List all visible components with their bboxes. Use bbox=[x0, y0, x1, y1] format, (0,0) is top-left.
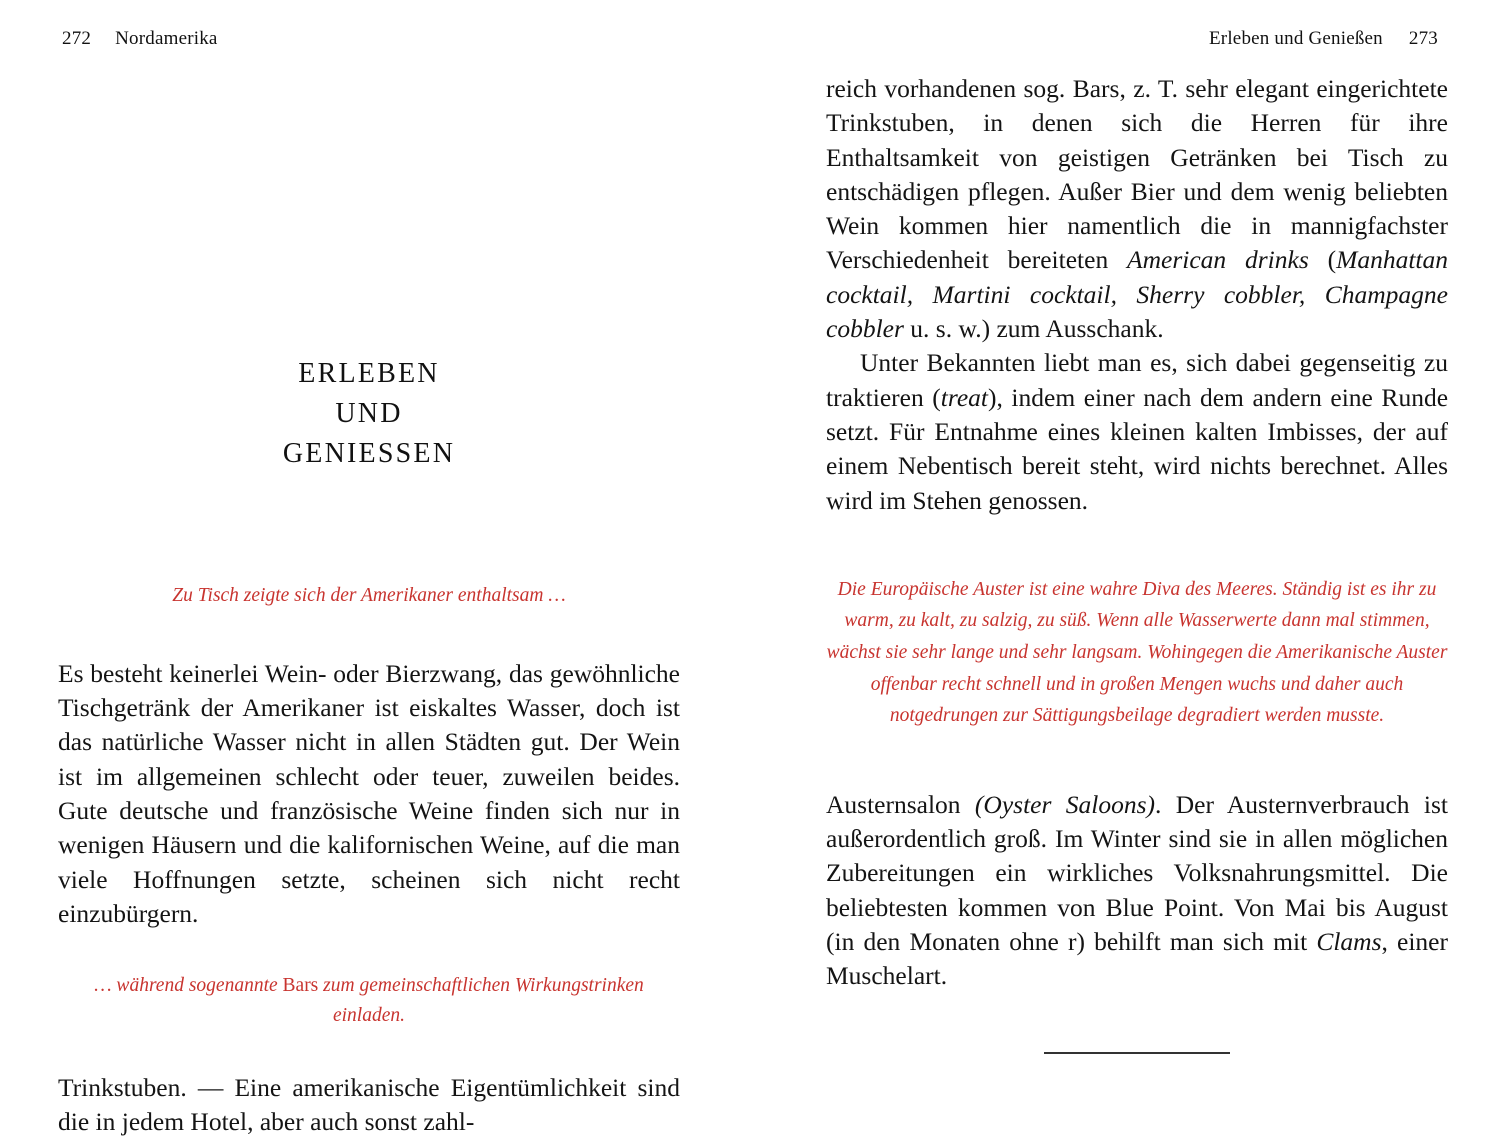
left-page bbox=[58, 72, 680, 1082]
caption-auster: Die Europäische Auster ist eine wahre Diva des Meeres. Ständig ist es ihr zu warm, zu kalt, zu salzig, zu süß. Wenn alle Wasserwerte dann mal stimmen, wächst sie sehr lange und sehr langsam. Wohingegen die Amerikanische Auster offenbar recht schnell und in großen Mengen wuchs und daher auch notgedrungen zur Sättigungsbeilage degradiert werden musste. bbox=[826, 574, 1448, 732]
para3-italic-oyster-saloons: (Oyster Saloons) bbox=[975, 790, 1155, 819]
running-head-right-title: Erleben und Genießen bbox=[1209, 28, 1383, 49]
para2-part1: Unter Bekannten liebt man es, sich dabei gegenseitig zu traktieren ( bbox=[826, 348, 1448, 411]
spacer bbox=[58, 473, 680, 581]
running-head-left-title: Nordamerika bbox=[115, 28, 217, 49]
spacer bbox=[826, 732, 1448, 788]
para2-italic-treat: treat bbox=[941, 383, 988, 412]
folio-right: 273 bbox=[1409, 28, 1438, 50]
para1-part3: u. s. w.) zum Ausschank. bbox=[904, 314, 1164, 343]
chapter-title-line-1: ERLEBEN bbox=[58, 354, 680, 394]
folio-left: 272 bbox=[62, 28, 91, 50]
paragraph-wein-bierzwang: Es besteht keinerlei Wein- oder Bierzwang, das gewöhnliche Tischgetränk der Amerikaner ist eiskaltes Wasser, doch ist das natürliche Wasser nicht in allen Städten gut. Der Wein ist im allgemeinen schlecht oder teuer, zuweilen beides. Gute deutsche und französische Weine finden sich nur in wenigen Häusern und die kalifornischen Weine, auf die man viele Hoffnungen setzte, scheinen sich nicht recht einzubürgern. bbox=[58, 657, 680, 931]
paragraph-austernsalon bbox=[826, 788, 1448, 994]
chapter-title bbox=[58, 354, 680, 473]
paragraph-american-drinks bbox=[826, 72, 1448, 346]
section-end-rule bbox=[1044, 1052, 1230, 1054]
spacer bbox=[58, 611, 680, 657]
running-head-right bbox=[1209, 28, 1438, 50]
caption-enthaltsam: Zu Tisch zeigte sich der Amerikaner enthaltsam … bbox=[58, 581, 680, 611]
chapter-title-line-2: UND bbox=[58, 394, 680, 434]
spacer bbox=[826, 518, 1448, 574]
spacer bbox=[58, 1031, 680, 1071]
para1-italic-american-drinks: American drinks bbox=[1127, 245, 1309, 274]
para3-part2: . Der Austernverbrauch ist außerordentlich groß. Im Winter sind sie in allen möglichen Zubereitungen ein wirkliches Volksnahrungsmittel. Die beliebtesten kommen von Blue Point. Von Mai bis August (in den Monaten ohne r) behilft man sich mit bbox=[826, 790, 1448, 956]
paragraph-trinkstuben: Trinkstuben. — Eine amerikanische Eigentümlichkeit sind die in jedem Hotel, aber auch sonst zahl- bbox=[58, 1071, 680, 1139]
para1-part1: reich vorhandenen sog. Bars, z. T. sehr elegant eingerichtete Trinkstuben, in denen sich die Herren für ihre Enthaltsamkeit von geistigen Getränken bei Tisch zu entschädigen pflegen. Außer Bier und dem wenig beliebten Wein kommen hier namentlich die in mannigfachster Verschiedenheit bereiteten bbox=[826, 74, 1448, 274]
paragraph-treat bbox=[826, 346, 1448, 517]
para1-italic-cocktail-list: Manhattan cocktail, Martini cocktail, Sherry cobbler, Champagne cobbler bbox=[826, 245, 1448, 343]
para1-part2: ( bbox=[1309, 245, 1336, 274]
para3-italic-clams: Clams bbox=[1316, 927, 1381, 956]
para3-part1: Austernsalon bbox=[826, 790, 975, 819]
right-page bbox=[826, 72, 1448, 1082]
spacer bbox=[58, 931, 680, 971]
para2-part2: ), indem einer nach dem andern eine Runde setzt. Für Entnahme eines kleinen kalten Imbisses, der auf einem Nebentisch bereit steht, wird nichts berechnet. Alles wird im Stehen genossen. bbox=[826, 383, 1448, 515]
caption-bars-part2: zum gemeinschaftlichen Wirkungstrinken einladen. bbox=[318, 975, 643, 1026]
caption-bars-roman: Bars bbox=[283, 975, 319, 996]
running-head-left bbox=[62, 28, 218, 50]
caption-bars-part1: … während sogenannte bbox=[94, 975, 282, 996]
para3-part3: , einer Muschelart. bbox=[826, 927, 1448, 990]
chapter-title-line-3: GENIESSEN bbox=[58, 434, 680, 474]
caption-bars bbox=[58, 971, 680, 1030]
